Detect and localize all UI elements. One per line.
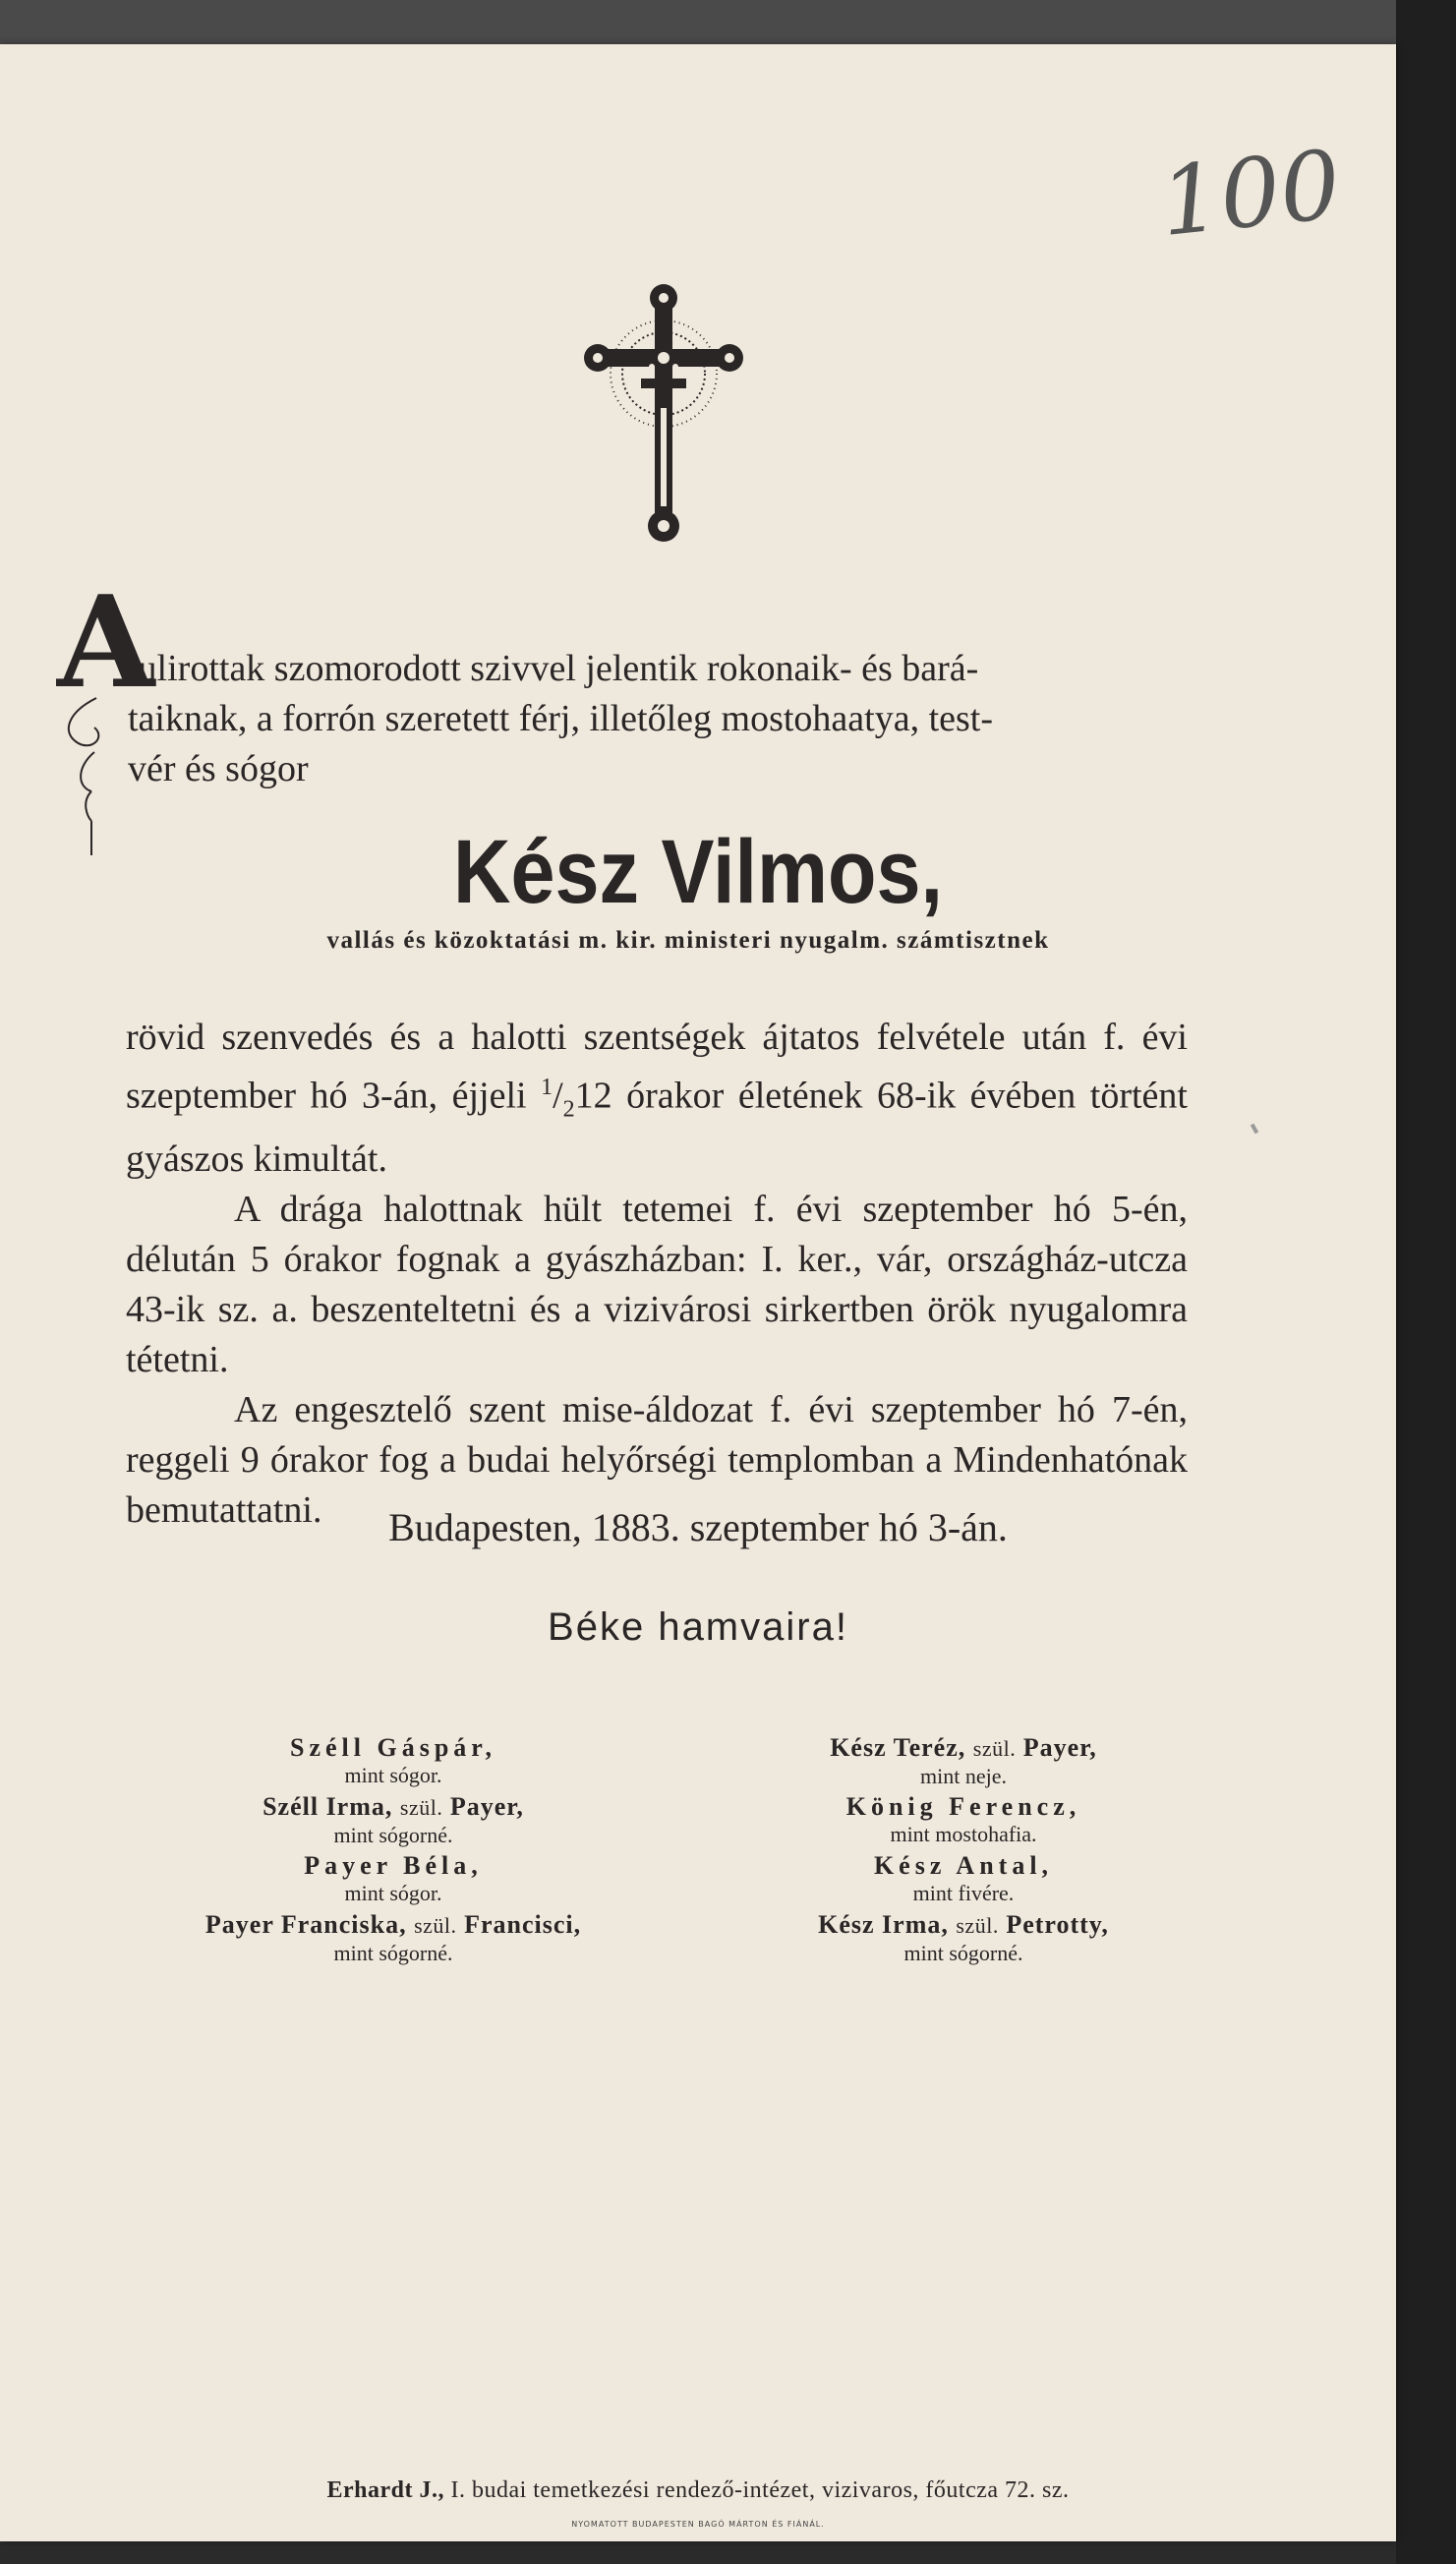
- signer-name: Kész Irma,: [818, 1910, 949, 1939]
- scan-edge-right: [1396, 0, 1456, 2564]
- signer: [688, 1851, 1239, 1910]
- announcement-body: [126, 1013, 1188, 1536]
- archive-number: 100: [1154, 129, 1346, 259]
- deceased-name: Kész Vilmos,: [453, 822, 943, 922]
- signer-role: mint fivére.: [912, 1881, 1015, 1905]
- printer-line: NYOMATOTT BUDAPESTEN BAGÓ MÁRTON ÉS FIÁNÁL.: [571, 2520, 825, 2529]
- paragraph-text: rövid szenvedés és a halotti szentségek ájtatos felvétele után f. évi szeptember hó 3-án, éjjeli: [126, 1017, 1188, 1117]
- signer: [688, 1910, 1239, 1969]
- date-line: Budapesten, 1883. szeptember hó 3-án.: [388, 1505, 1008, 1549]
- intro-paragraph: [128, 644, 1199, 794]
- maiden-name: Petrotty,: [1006, 1910, 1109, 1939]
- scan-edge-top: [0, 0, 1456, 44]
- farewell-line: Béke hamvaira!: [548, 1605, 848, 1649]
- signers-right-column: [688, 1733, 1239, 1969]
- signer-name: Payer Béla,: [304, 1851, 483, 1880]
- maiden-name: Payer,: [449, 1792, 524, 1821]
- fraction-denominator: 2: [562, 1096, 575, 1123]
- paragraph-mass: Az engesztelő szent mise-áldozat f. évi szeptember hó 7-én, reggeli 9 órakor fog a budai helyőrségi templomban a Mindenhatónak bemutattatni.: [126, 1389, 1188, 1532]
- signer-name: König Ferencz,: [845, 1792, 1081, 1821]
- signers-left-column: [118, 1733, 669, 1969]
- undertaker-name: Erhardt J.,: [326, 2477, 444, 2503]
- fraction-numerator: 1: [541, 1075, 553, 1100]
- initial-letter: A: [57, 569, 155, 717]
- maiden-name: Francisci,: [464, 1910, 582, 1939]
- signer-role: mint sógorné.: [903, 1941, 1023, 1965]
- signer-role: mint sógor.: [344, 1763, 442, 1787]
- signer-role: mint sógorné.: [333, 1941, 453, 1965]
- paper-speck: [1251, 1124, 1258, 1135]
- signer: [688, 1733, 1239, 1792]
- paragraph-death: rövid szenvedés és a halotti szentségek ájtatos felvétele után f. évi szeptember hó 3-án, éjjeli $^1/_212$ órakor életének 68-ik évében történt gyászos kimultát.: [126, 1017, 1188, 1181]
- undertaker-footer: [0, 2477, 1396, 2504]
- signer-role: mint mostohafia.: [890, 1822, 1037, 1846]
- signer-name: Kész Antal,: [873, 1851, 1054, 1880]
- obituary-page: [0, 44, 1396, 2541]
- signer-role: mint sógor.: [344, 1881, 442, 1905]
- maiden-name: Payer,: [1022, 1733, 1097, 1762]
- signer-name: Széll Gáspár,: [290, 1733, 496, 1762]
- maiden-prefix: szül.: [399, 1795, 443, 1820]
- ornate-cross-icon: [580, 280, 747, 546]
- intro-line: vér és sógor: [128, 748, 309, 789]
- intro-line: taiknak, a forrón szeretett férj, illetőleg mostohaatya, test-: [128, 698, 993, 739]
- maiden-prefix: szül.: [972, 1736, 1017, 1761]
- signer-name: Payer Franciska,: [204, 1910, 407, 1939]
- undertaker-address: I. budai temetkezési rendező-intézet, vizivaros, főutcza 72. sz.: [443, 2477, 1070, 2503]
- signer-role: mint sógorné.: [333, 1823, 453, 1847]
- maiden-prefix: szül.: [956, 1913, 999, 1938]
- maiden-prefix: szül.: [414, 1913, 457, 1938]
- paragraph-text: 12 órakor életének 68-ik évében történt gyászos kimultát.: [126, 1075, 1188, 1181]
- signer: [118, 1792, 669, 1851]
- signer-role: mint neje.: [920, 1764, 1007, 1788]
- signer: [118, 1910, 669, 1969]
- paragraph-funeral: A drága halottnak hült tetemei f. évi szeptember hó 5-én, délután 5 órakor fognak a gyászházban: I. ker., vár, országház-utcza 43-ik sz. a. beszenteltetni és a vizivárosi sirkertben örök nyugalomra tétetni.: [126, 1189, 1188, 1381]
- signer: [118, 1733, 669, 1792]
- signer: [688, 1792, 1239, 1851]
- signer-name: Széll Irma,: [262, 1792, 393, 1821]
- signer: [118, 1851, 669, 1910]
- intro-line: lulirottak szomorodott szivvel jelentik rokonaik- és bará-: [128, 648, 979, 689]
- signer-name: Kész Teréz,: [830, 1733, 966, 1762]
- occupation-line: vallás és közoktatási m. kir. ministeri nyugalm. számtisztnek: [326, 927, 1050, 954]
